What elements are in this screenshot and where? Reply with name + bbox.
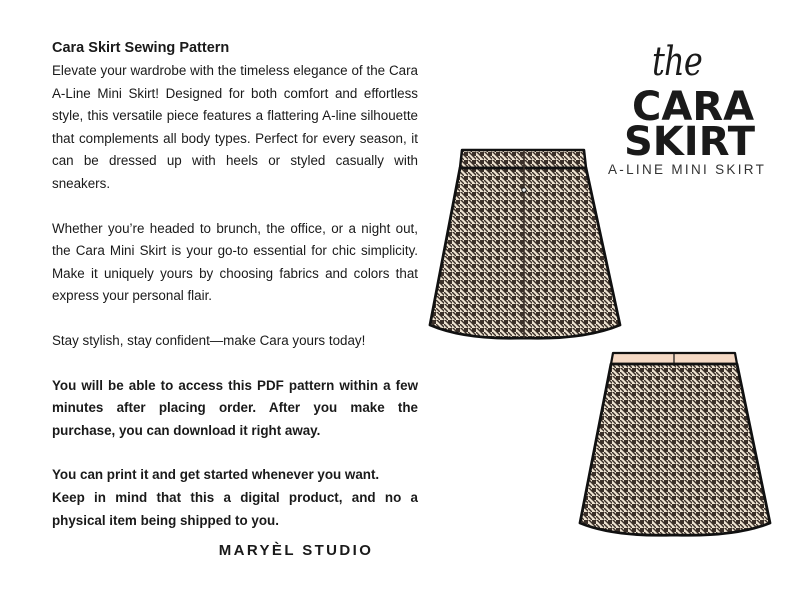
print-paragraph: You can print it and get started whenever you want. bbox=[52, 467, 380, 483]
front-skirt bbox=[430, 150, 620, 338]
back-skirt bbox=[580, 353, 770, 535]
brand-name-cara: CARA bbox=[632, 84, 755, 130]
pattern-title: Cara Skirt Sewing Pattern bbox=[52, 40, 230, 56]
brand-name-skirt: SKIRT bbox=[624, 119, 755, 165]
brand-subtitle: A-LINE MINI SKIRT bbox=[608, 162, 767, 177]
studio-name: MARYÈL STUDIO bbox=[218, 542, 374, 559]
intro-paragraph: Elevate your wardrobe with the timeless elegance of the Cara A-Line Mini Skirt! Designed for both comfort and effortless style, this versatile piece features a flattering A-line silhouette that complements all body types. Perfect for every season, it can be dressed up with heels or styled casually with sneakers. bbox=[52, 63, 418, 191]
access-paragraph: You will be able to access this PDF pattern within a few minutes after placing order. After you make the purchase, you can download it right away. bbox=[52, 377, 418, 438]
brand-the: the bbox=[652, 39, 703, 85]
occasion-paragraph: Whether you’re headed to brunch, the office, or a night out, the Cara Mini Skirt is your go-to essential for chic simplicity. Make it uniquely yours by choosing fabrics and colors that express your personal flair. bbox=[52, 220, 418, 304]
digital-notice-paragraph: Keep in mind that this a digital product, and no a physical item being shipped to you. bbox=[52, 489, 418, 528]
tagline-paragraph: Stay stylish, stay confident—make Cara yours today! bbox=[52, 332, 366, 348]
